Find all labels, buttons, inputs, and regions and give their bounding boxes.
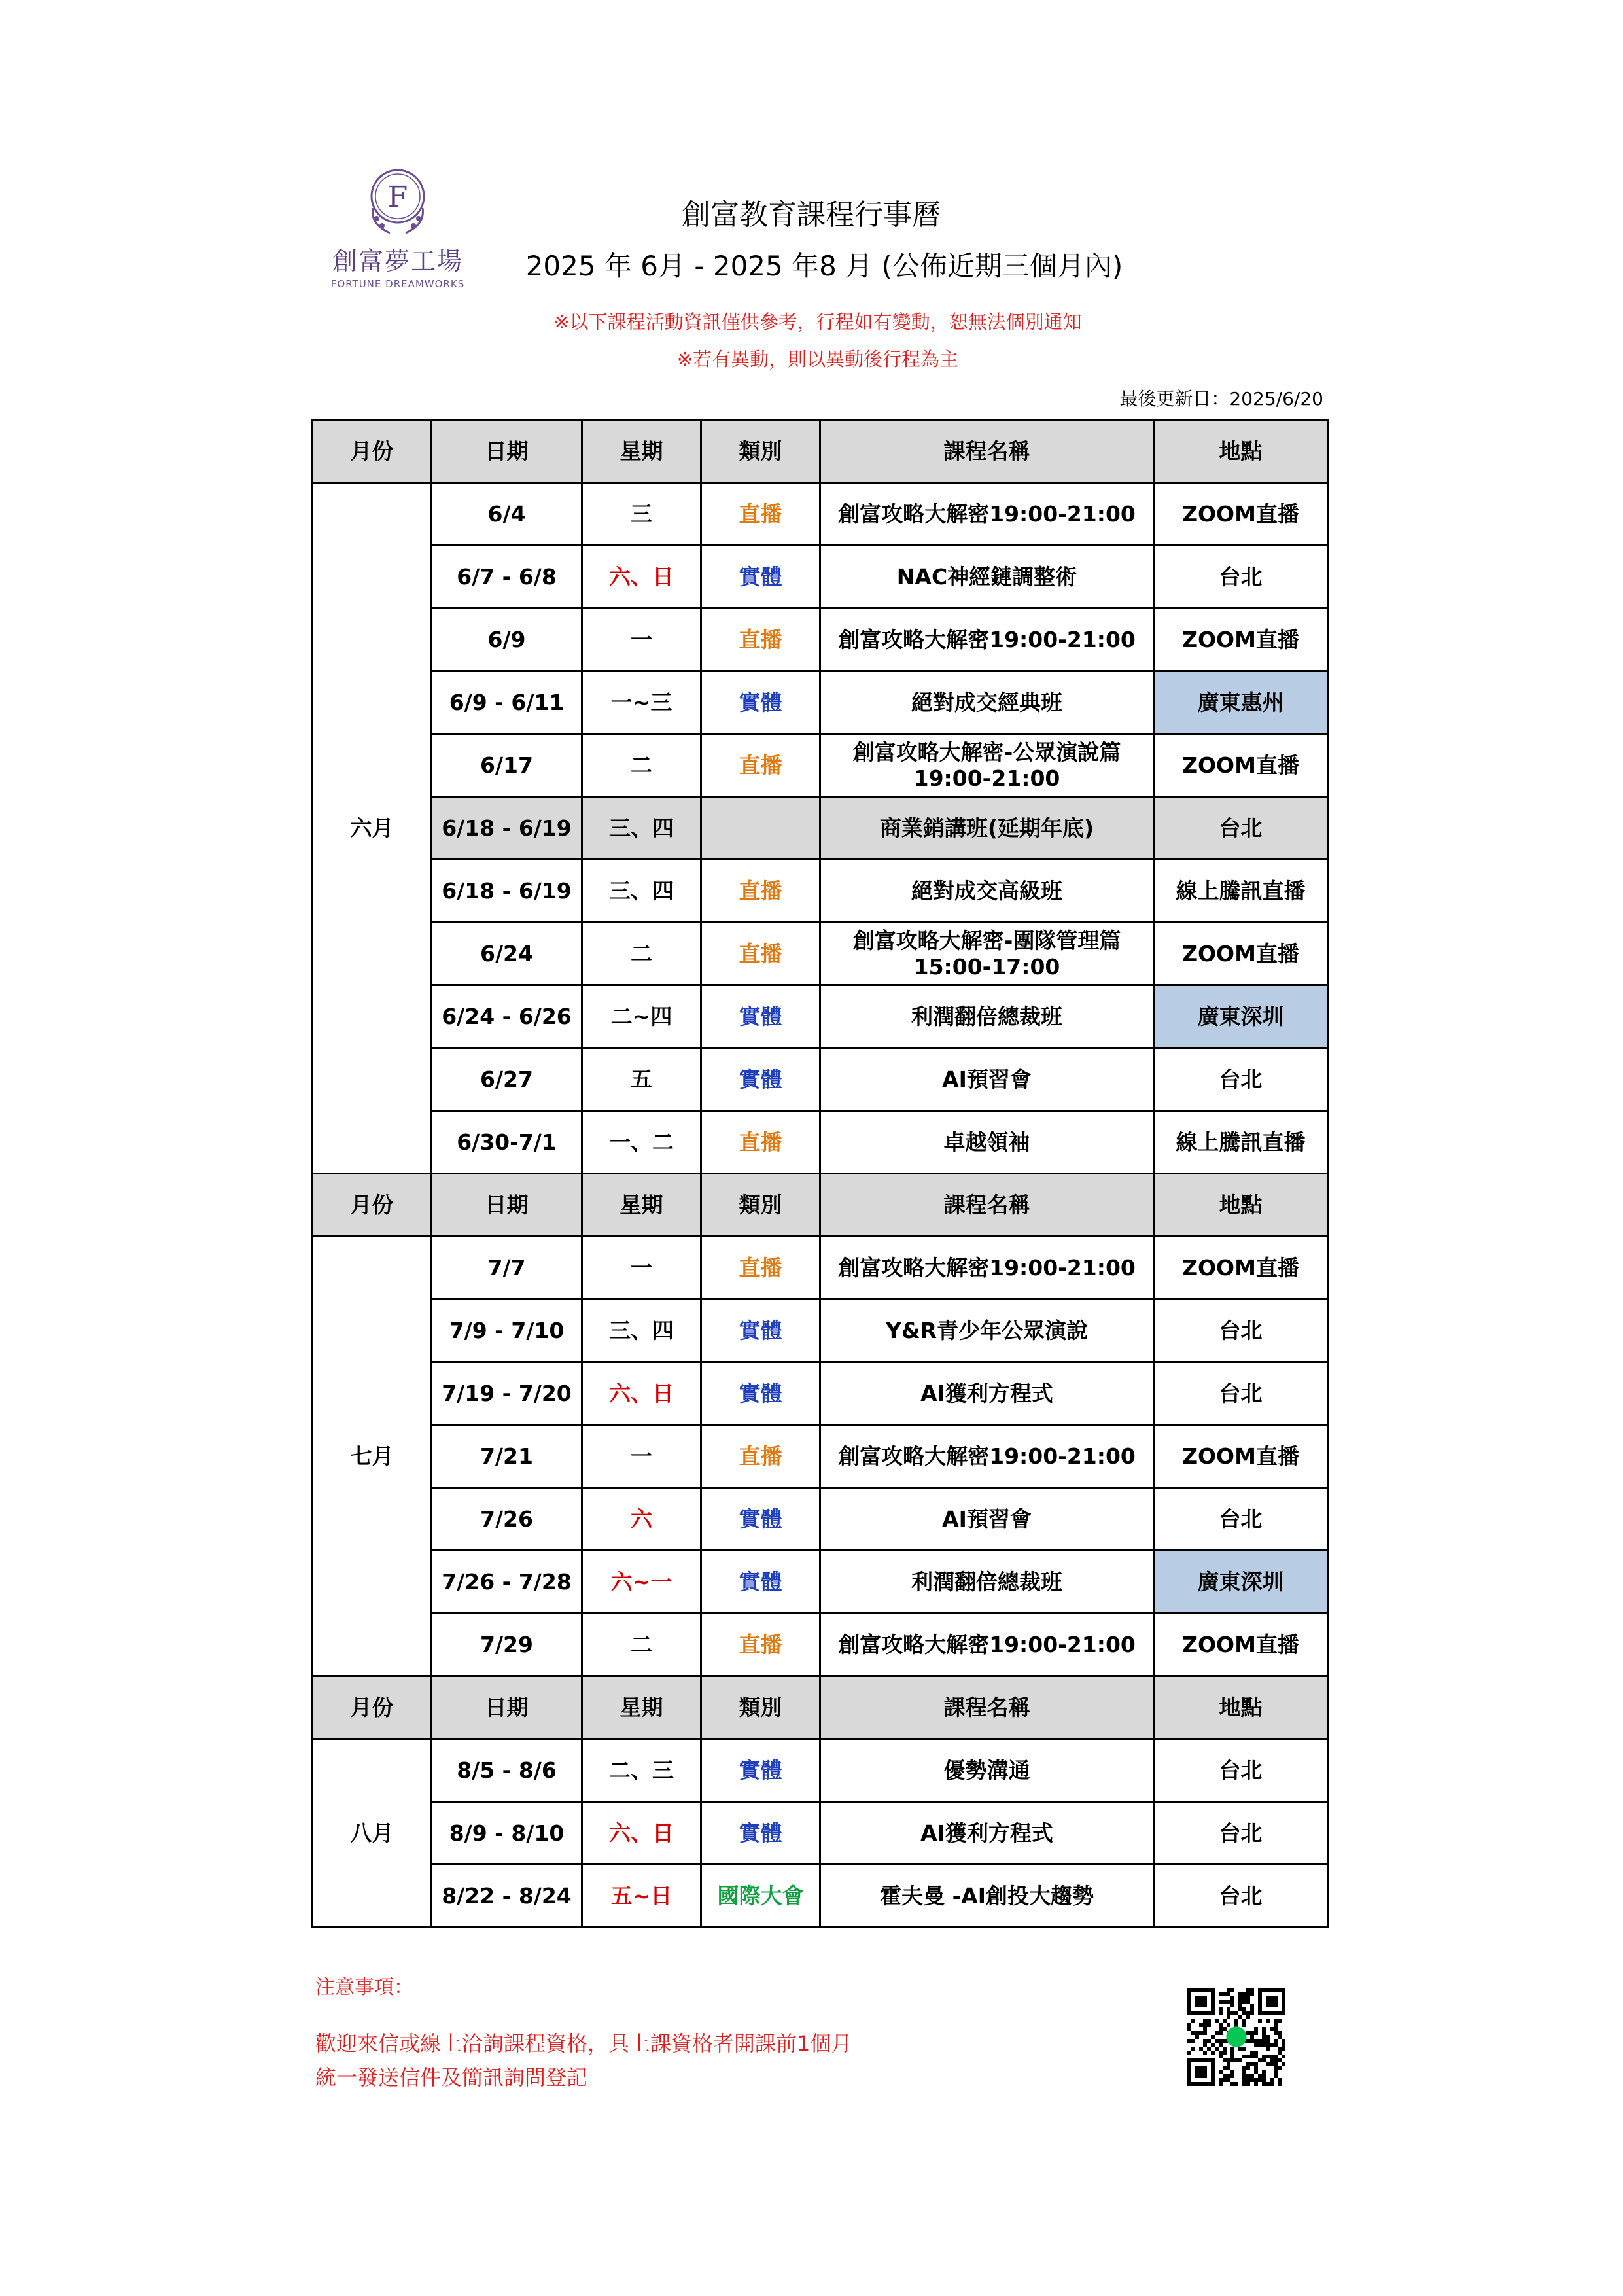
course-cell: AI預習會 [820, 1488, 1154, 1551]
type-cell: 直播 [701, 734, 820, 797]
weekday-cell: 三、四 [582, 1299, 701, 1362]
header-weekday: 星期 [582, 1174, 701, 1237]
type-cell: 實體 [701, 1362, 820, 1425]
date-cell: 8/5 - 8/6 [432, 1739, 582, 1802]
header-month: 月份 [313, 420, 432, 483]
date-cell: 7/9 - 7/10 [432, 1299, 582, 1362]
logo-name: 創富夢工場 [332, 247, 463, 275]
page-title: 創富教育課程行事曆 [682, 198, 941, 232]
date-cell: 7/26 [432, 1488, 582, 1551]
course-cell: 創富攻略大解密19:00-21:00 [820, 483, 1154, 546]
location-cell: 台北 [1154, 1048, 1328, 1111]
date-cell: 6/17 [432, 734, 582, 797]
type-cell [701, 797, 820, 860]
month-cell: 八月 [313, 1739, 432, 1928]
type-cell: 實體 [701, 546, 820, 609]
table-row [313, 546, 1328, 609]
notes-label: 注意事項： [315, 1976, 413, 1999]
table-row [313, 1802, 1328, 1865]
course-cell: 創富攻略大解密19:00-21:00 [820, 1425, 1154, 1488]
header-month: 月份 [313, 1174, 432, 1237]
header-type: 類別 [701, 1174, 820, 1237]
location-cell: 廣東深圳 [1154, 1551, 1328, 1614]
date-cell: 7/26 - 7/28 [432, 1551, 582, 1614]
last-updated: 最後更新日：2025/6/20 [1119, 388, 1323, 410]
course-cell: 優勢溝通 [820, 1739, 1154, 1802]
location-cell: ZOOM直播 [1154, 1425, 1328, 1488]
weekday-cell: 二 [582, 1614, 701, 1676]
date-cell: 6/18 - 6/19 [432, 797, 582, 860]
type-cell: 實體 [701, 1048, 820, 1111]
header-month: 月份 [313, 1676, 432, 1739]
header-date: 日期 [432, 1676, 582, 1739]
header-location: 地點 [1154, 420, 1328, 483]
date-cell: 6/24 [432, 923, 582, 985]
header-location: 地點 [1154, 1174, 1328, 1237]
course-cell: 商業銷講班(延期年底) [820, 797, 1154, 860]
header-weekday: 星期 [582, 420, 701, 483]
course-cell: 創富攻略大解密19:00-21:00 [820, 1614, 1154, 1676]
location-cell: 台北 [1154, 1802, 1328, 1865]
header-date: 日期 [432, 420, 582, 483]
date-cell: 6/27 [432, 1048, 582, 1111]
location-cell: 台北 [1154, 1362, 1328, 1425]
table-row [313, 1614, 1328, 1676]
type-cell: 實體 [701, 985, 820, 1048]
course-cell: AI預習會 [820, 1048, 1154, 1111]
svg-text:F: F [387, 181, 408, 214]
page-subtitle: 2025 年 6月 - 2025 年8 月 (公佈近期三個月內) [525, 250, 1123, 282]
notice-line-2: ※若有異動，則以異動後行程為主 [676, 348, 959, 370]
weekday-cell: 一 [582, 609, 701, 671]
table-row [313, 1488, 1328, 1551]
header-row [313, 1174, 1328, 1237]
location-cell: 廣東惠州 [1154, 671, 1328, 734]
header-date: 日期 [432, 1174, 582, 1237]
header-row [313, 420, 1328, 483]
table-row [313, 483, 1328, 546]
date-cell: 6/4 [432, 483, 582, 546]
weekday-cell: 五~日 [582, 1865, 701, 1928]
date-cell: 7/29 [432, 1614, 582, 1676]
header-type: 類別 [701, 1676, 820, 1739]
date-cell: 8/9 - 8/10 [432, 1802, 582, 1865]
location-cell: ZOOM直播 [1154, 1237, 1328, 1299]
brand-logo [319, 162, 476, 293]
month-cell: 七月 [313, 1237, 432, 1676]
location-cell: 台北 [1154, 1299, 1328, 1362]
month-cell: 六月 [313, 483, 432, 1174]
header-course: 課程名稱 [820, 1174, 1154, 1237]
date-cell: 6/7 - 6/8 [432, 546, 582, 609]
header-row [313, 1676, 1328, 1739]
table-row [313, 1425, 1328, 1488]
table-row [313, 1551, 1328, 1614]
weekday-cell: 一 [582, 1425, 701, 1488]
table-row [313, 797, 1328, 860]
course-cell: NAC神經鏈調整術 [820, 546, 1154, 609]
table-row [313, 1237, 1328, 1299]
header-course: 課程名稱 [820, 420, 1154, 483]
location-cell: ZOOM直播 [1154, 1614, 1328, 1676]
table-row [313, 1111, 1328, 1174]
location-cell: 廣東深圳 [1154, 985, 1328, 1048]
type-cell: 實體 [701, 1299, 820, 1362]
table-row [313, 609, 1328, 671]
course-cell: AI獲利方程式 [820, 1802, 1154, 1865]
weekday-cell: 六~一 [582, 1551, 701, 1614]
table-row [313, 923, 1328, 985]
type-cell: 國際大會 [701, 1865, 820, 1928]
weekday-cell: 一~三 [582, 671, 701, 734]
table-row [313, 671, 1328, 734]
course-cell: 創富攻略大解密-公眾演說篇 19:00-21:00 [820, 734, 1154, 797]
location-cell: 線上騰訊直播 [1154, 1111, 1328, 1174]
location-cell: 台北 [1154, 1865, 1328, 1928]
header-type: 類別 [701, 420, 820, 483]
weekday-cell: 六、日 [582, 1362, 701, 1425]
course-cell: 卓越領袖 [820, 1111, 1154, 1174]
weekday-cell: 三 [582, 483, 701, 546]
location-cell: 台北 [1154, 546, 1328, 609]
fortune-logo-icon [358, 162, 437, 239]
table-row [313, 1739, 1328, 1802]
location-cell: 線上騰訊直播 [1154, 860, 1328, 923]
course-cell: 創富攻略大解密19:00-21:00 [820, 609, 1154, 671]
type-cell: 實體 [701, 1802, 820, 1865]
table-row [313, 1362, 1328, 1425]
location-cell: ZOOM直播 [1154, 609, 1328, 671]
location-cell: ZOOM直播 [1154, 483, 1328, 546]
date-cell: 6/24 - 6/26 [432, 985, 582, 1048]
type-cell: 直播 [701, 923, 820, 985]
weekday-cell: 六、日 [582, 1802, 701, 1865]
notice-line-1: ※以下課程活動資訊僅供參考，行程如有變動，恕無法個別通知 [553, 311, 1082, 333]
type-cell: 直播 [701, 860, 820, 923]
weekday-cell: 二 [582, 734, 701, 797]
weekday-cell: 三、四 [582, 860, 701, 923]
type-cell: 實體 [701, 1739, 820, 1802]
weekday-cell: 一、二 [582, 1111, 701, 1174]
location-cell: ZOOM直播 [1154, 734, 1328, 797]
type-cell: 直播 [701, 609, 820, 671]
date-cell: 6/18 - 6/19 [432, 860, 582, 923]
weekday-cell: 二 [582, 923, 701, 985]
location-cell: 台北 [1154, 1739, 1328, 1802]
course-cell: AI獲利方程式 [820, 1362, 1154, 1425]
weekday-cell: 六 [582, 1488, 701, 1551]
weekday-cell: 三、四 [582, 797, 701, 860]
location-cell: ZOOM直播 [1154, 923, 1328, 985]
course-cell: 利潤翻倍總裁班 [820, 1551, 1154, 1614]
course-cell: 創富攻略大解密-團隊管理篇 15:00-17:00 [820, 923, 1154, 985]
qr-code-icon[interactable] [1187, 1988, 1285, 2086]
type-cell: 直播 [701, 1425, 820, 1488]
weekday-cell: 五 [582, 1048, 701, 1111]
type-cell: 實體 [701, 1488, 820, 1551]
header-location: 地點 [1154, 1676, 1328, 1739]
course-cell: 霍夫曼 -AI創投大趨勢 [820, 1865, 1154, 1928]
date-cell: 7/21 [432, 1425, 582, 1488]
course-cell: 絕對成交高級班 [820, 860, 1154, 923]
type-cell: 實體 [701, 671, 820, 734]
type-cell: 實體 [701, 1551, 820, 1614]
date-cell: 8/22 - 8/24 [432, 1865, 582, 1928]
weekday-cell: 二、三 [582, 1739, 701, 1802]
course-cell: Y&R青少年公眾演說 [820, 1299, 1154, 1362]
table-row [313, 985, 1328, 1048]
table-row [313, 860, 1328, 923]
location-cell: 台北 [1154, 797, 1328, 860]
notes-line-2: 統一發送信件及簡訊詢問登記 [315, 2065, 588, 2090]
date-cell: 7/7 [432, 1237, 582, 1299]
table-row [313, 1048, 1328, 1111]
type-cell: 直播 [701, 1111, 820, 1174]
header-course: 課程名稱 [820, 1676, 1154, 1739]
course-cell: 利潤翻倍總裁班 [820, 985, 1154, 1048]
date-cell: 6/9 - 6/11 [432, 671, 582, 734]
type-cell: 直播 [701, 483, 820, 546]
type-cell: 直播 [701, 1237, 820, 1299]
date-cell: 7/19 - 7/20 [432, 1362, 582, 1425]
notes-line-1: 歡迎來信或線上洽詢課程資格，具上課資格者開課前1個月 [315, 2031, 852, 2056]
table-row [313, 734, 1328, 797]
course-cell: 創富攻略大解密19:00-21:00 [820, 1237, 1154, 1299]
table-row [313, 1865, 1328, 1928]
weekday-cell: 六、日 [582, 546, 701, 609]
schedule-table [311, 419, 1329, 1928]
date-cell: 6/9 [432, 609, 582, 671]
location-cell: 台北 [1154, 1488, 1328, 1551]
date-cell: 6/30-7/1 [432, 1111, 582, 1174]
weekday-cell: 二~四 [582, 985, 701, 1048]
schedule-body [313, 420, 1328, 1928]
table-row [313, 1299, 1328, 1362]
weekday-cell: 一 [582, 1237, 701, 1299]
header-weekday: 星期 [582, 1676, 701, 1739]
course-cell: 絕對成交經典班 [820, 671, 1154, 734]
logo-subtitle: FORTUNE DREAMWORKS [330, 278, 465, 290]
type-cell: 直播 [701, 1614, 820, 1676]
